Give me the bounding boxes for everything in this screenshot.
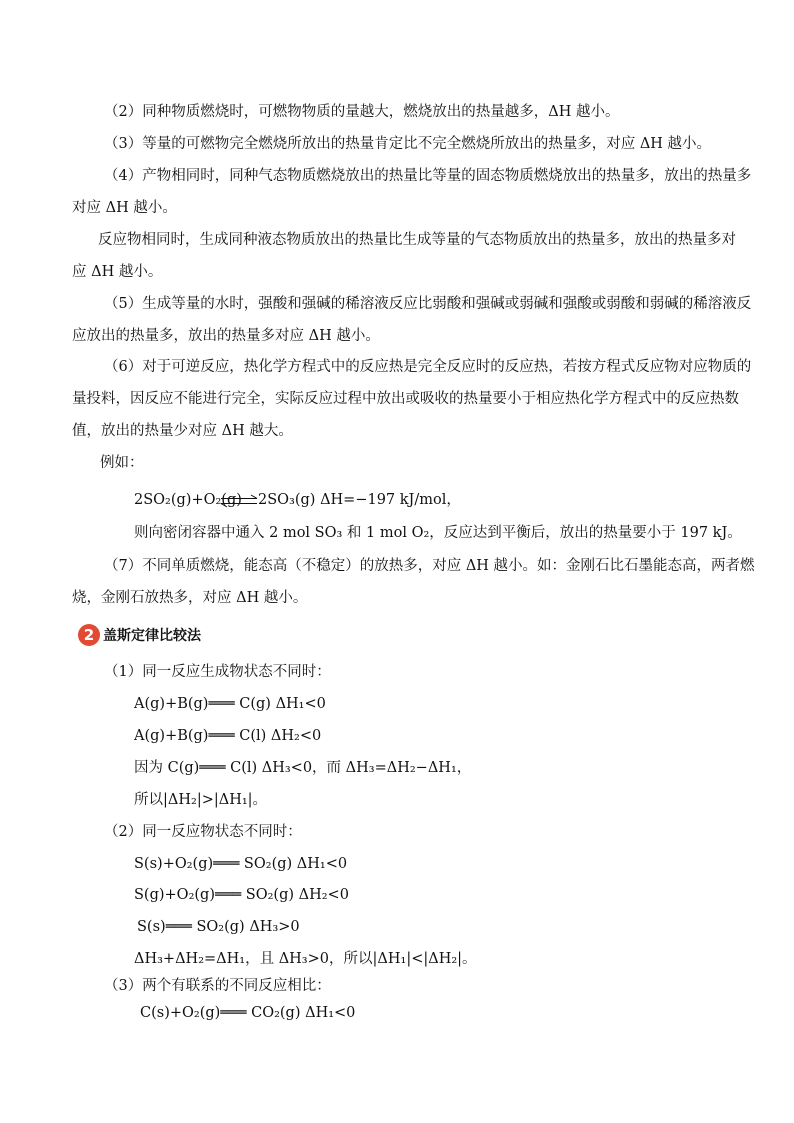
text-line-8: 应放出的热量多，放出的热量多对应 ΔH 越小。 xyxy=(72,328,380,344)
equation-line-4: S(s)+O₂(g)═══ SO₂(g) ΔH₁<0 xyxy=(134,856,348,872)
text-line-22: 所以|ΔH₂|>|ΔH₁|。 xyxy=(134,792,268,808)
text-line-4: 对应 ΔH 越小。 xyxy=(72,200,177,216)
equation-left: 2SO₂(g)+O₂(g) xyxy=(134,492,242,508)
text-line-16: （7）不同单质燃烧，能态高（不稳定）的放热多，对应 ΔH 越小。如：金刚石比石墨能态高，两者燃 xyxy=(104,558,755,574)
text-line-18: （1）同一反应生成物状态不同时： xyxy=(104,664,331,680)
equation-line-6: S(s)═══ SO₂(g) ΔH₃>0 xyxy=(137,919,300,935)
equation-right: 2SO₃(g) ΔH=−197 kJ/mol， xyxy=(258,492,461,508)
text-line-17: 烧，金刚石放热多，对应 ΔH 越小。 xyxy=(72,590,308,606)
text-line-10: 量投料，因反应不能进行完全，实际反应过程中放出或吸收的热量要小于相应热化学方程式中的反应热数 xyxy=(72,391,739,407)
equation-line-5: S(g)+O₂(g)═══ SO₂(g) ΔH₂<0 xyxy=(134,887,349,903)
text-line-11: 值，放出的热量少对应 ΔH 越大。 xyxy=(72,423,293,439)
text-line-15: 则向密闭容器中通入 2 mol SO₃ 和 1 mol O₂，反应达到平衡后，放出的热量要小于 197 kJ。 xyxy=(134,525,742,541)
text-line-23: （2）同一反应物状态不同时： xyxy=(104,824,302,840)
section-number-badge: 2 xyxy=(78,624,100,646)
text-line-3: （4）产物相同时，同种气态物质燃烧放出的热量比等量的固态物质燃烧放出的热量多，放出的热量多 xyxy=(104,168,752,184)
text-line-2: （3）等量的可燃物完全燃烧所放出的热量肯定比不完全燃烧所放出的热量多，对应 ΔH 越小。 xyxy=(104,136,712,152)
equilibrium-arrow-icon xyxy=(220,494,258,508)
equation-line-1: A(g)+B(g)═══ C(g) ΔH₁<0 xyxy=(134,696,326,712)
section-heading xyxy=(78,622,201,648)
text-line-1: （2）同种物质燃烧时，可燃物物质的量越大，燃烧放出的热量越多，ΔH 越小。 xyxy=(104,104,620,120)
text-line-12: 例如： xyxy=(100,455,144,471)
text-line-9: （6）对于可逆反应，热化学方程式中的反应热是完全反应时的反应热，若按方程式反应物对应物质的 xyxy=(104,359,752,375)
text-line-27: ΔH₃+ΔH₂=ΔH₁，且 ΔH₃>0，所以|ΔH₁|<|ΔH₂|。 xyxy=(134,951,477,967)
equation-line-2: A(g)+B(g)═══ C(l) ΔH₂<0 xyxy=(134,728,322,744)
text-line-7: （5）生成等量的水时，强酸和强碱的稀溶液反应比弱酸和强碱或弱碱和强酸或弱酸和弱碱的稀溶液反 xyxy=(104,296,752,312)
text-line-28: （3）两个有联系的不同反应相比： xyxy=(104,978,331,994)
equation-line-3: 因为 C(g)═══ C(l) ΔH₃<0，而 ΔH₃=ΔH₂−ΔH₁， xyxy=(134,760,472,776)
section-title: 盖斯定律比较法 xyxy=(103,628,201,644)
equation-line-7: C(s)+O₂(g)═══ CO₂(g) ΔH₁<0 xyxy=(140,1005,356,1021)
text-line-5: 反应物相同时，生成同种液态物质放出的热量比生成等量的气态物质放出的热量多，放出的热量多对 xyxy=(98,232,736,248)
text-line-6: 应 ΔH 越小。 xyxy=(72,264,163,280)
